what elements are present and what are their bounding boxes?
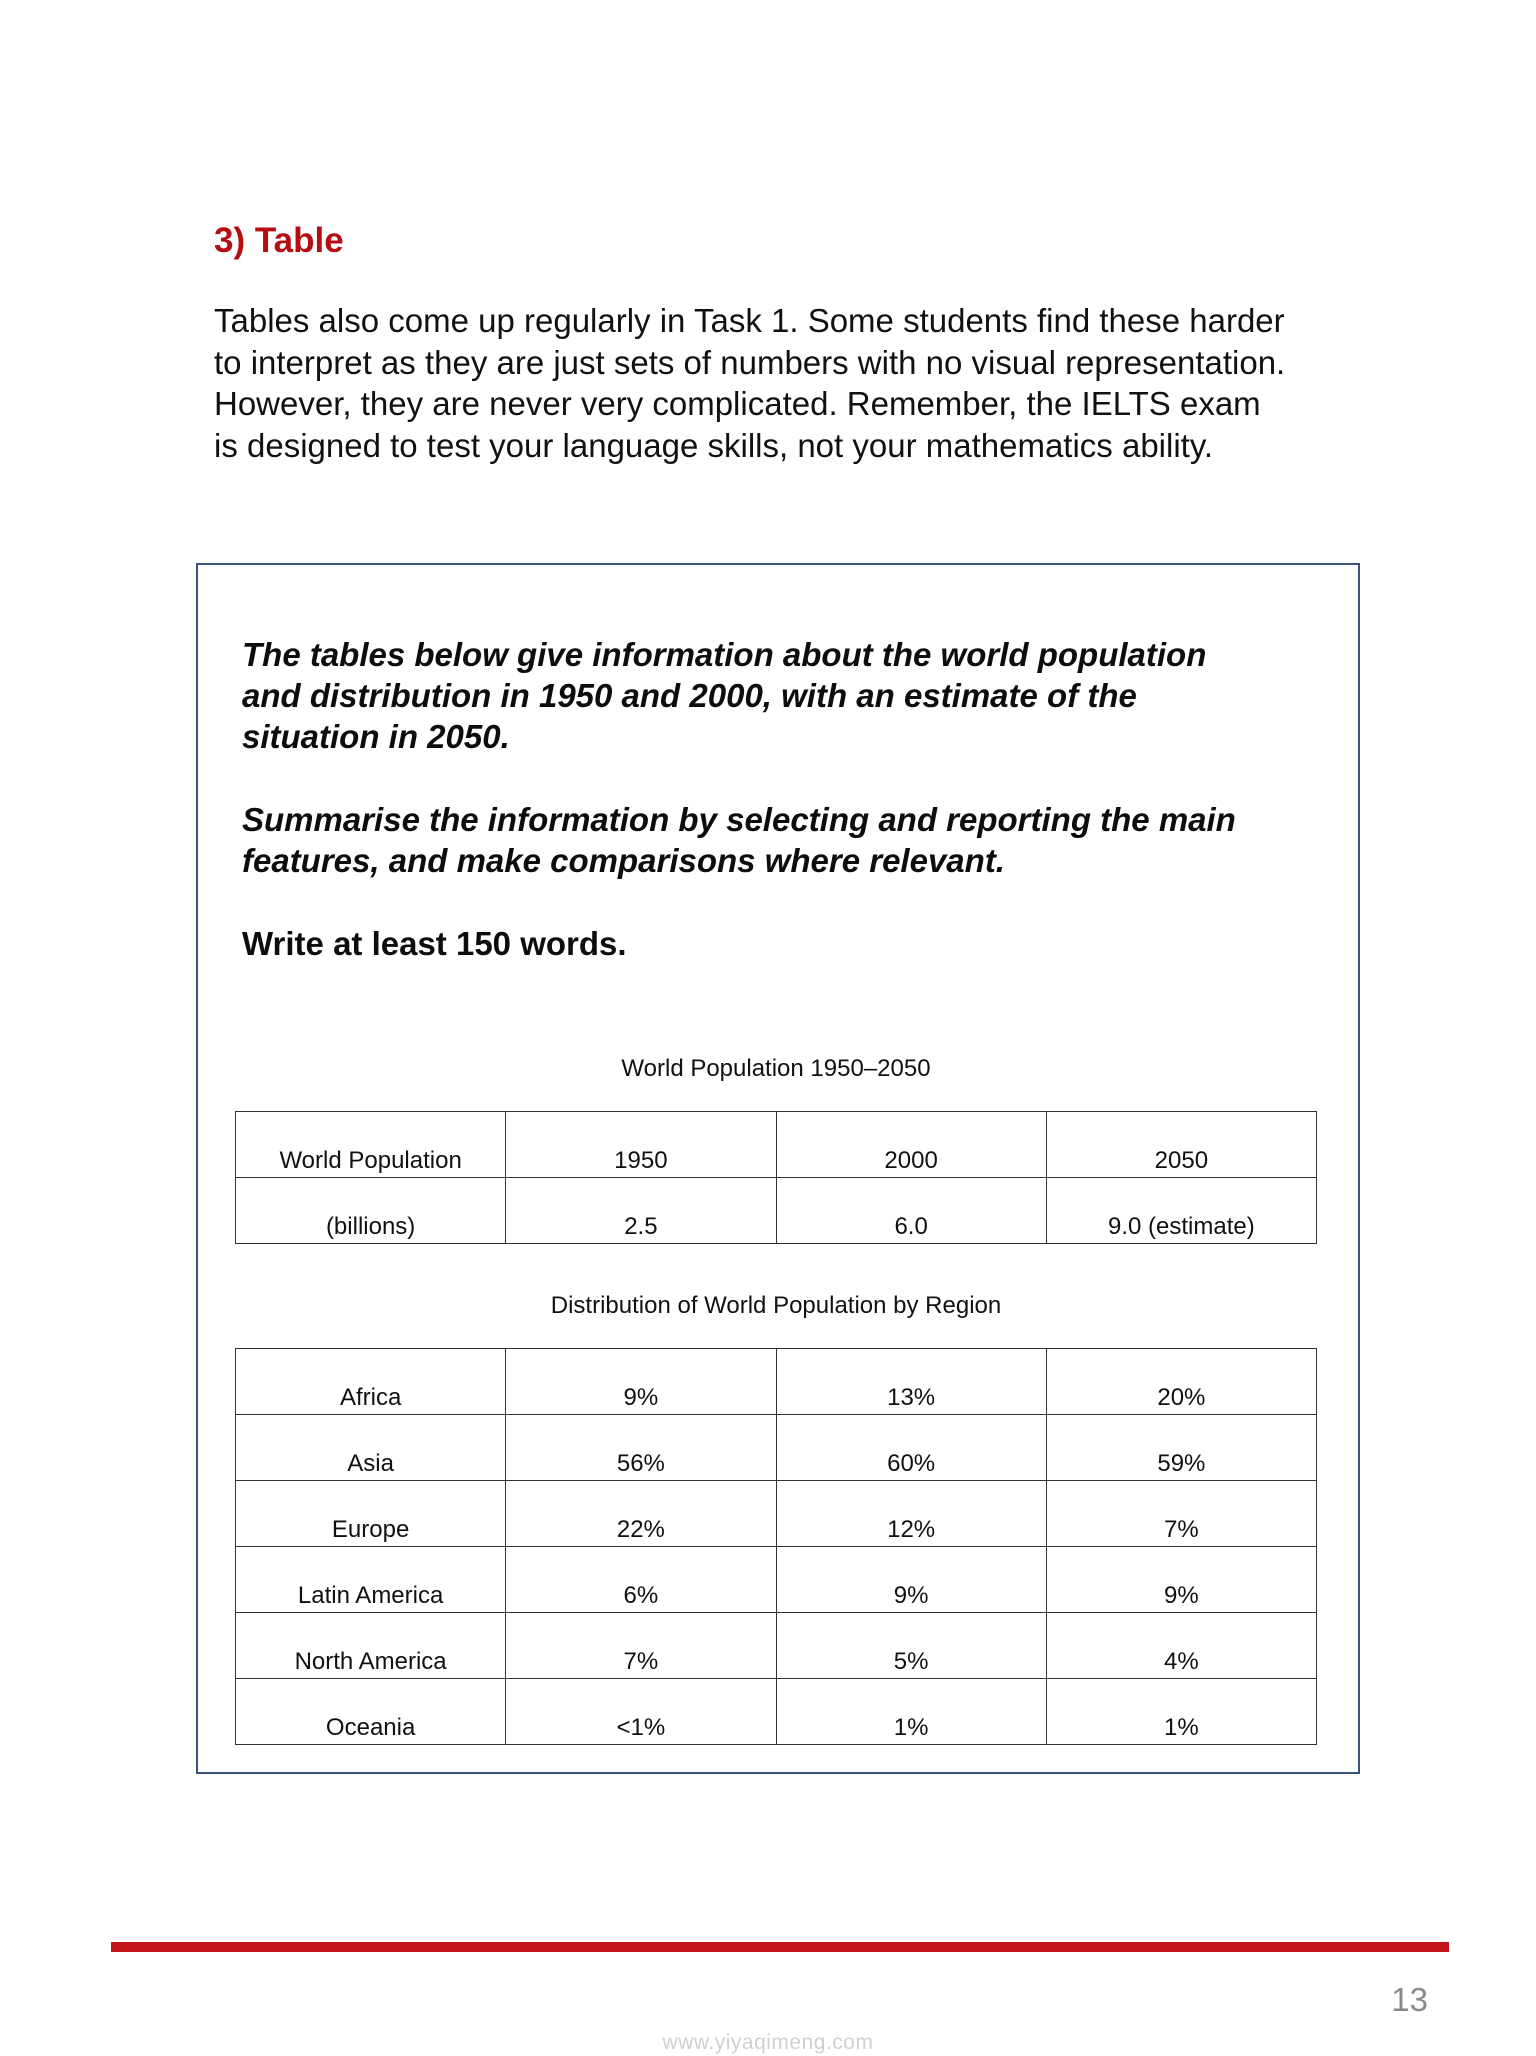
page-number: 13 <box>1391 1981 1428 2018</box>
table-cell: (billions) <box>236 1178 506 1244</box>
region-cell: Africa <box>236 1349 506 1415</box>
section-heading: 3) Table <box>214 221 344 260</box>
table-cell: 1% <box>1046 1679 1316 1745</box>
table-cell: 9.0 (estimate) <box>1046 1178 1316 1244</box>
table-cell: 4% <box>1046 1613 1316 1679</box>
table-cell: 7% <box>506 1613 776 1679</box>
table-cell: 2000 <box>776 1112 1046 1178</box>
table-row <box>236 1547 1317 1613</box>
table-cell: <1% <box>506 1679 776 1745</box>
table-cell: 6.0 <box>776 1178 1046 1244</box>
intro-line: However, they are never very complicated. Remember, the IELTS exam <box>214 385 1261 422</box>
table-cell: 2.5 <box>506 1178 776 1244</box>
intro-paragraph <box>214 300 1354 466</box>
population-table-title: World Population 1950–2050 <box>621 1055 931 1082</box>
region-cell: North America <box>236 1613 506 1679</box>
region-cell: Europe <box>236 1481 506 1547</box>
table-cell: 13% <box>776 1349 1046 1415</box>
table-cell: 20% <box>1046 1349 1316 1415</box>
task-instruction-line: Summarise the information by selecting and reporting the main <box>242 801 1236 838</box>
table-cell: 56% <box>506 1415 776 1481</box>
task-prompt <box>242 634 1302 757</box>
distribution-table <box>235 1348 1317 1745</box>
table-row <box>236 1481 1317 1547</box>
region-cell: Asia <box>236 1415 506 1481</box>
intro-line: Tables also come up regularly in Task 1. Some students find these harder <box>214 302 1285 339</box>
word-requirement: Write at least 150 words. <box>242 925 627 962</box>
region-cell: Latin America <box>236 1547 506 1613</box>
region-cell: Oceania <box>236 1679 506 1745</box>
table-cell: 9% <box>1046 1547 1316 1613</box>
table-cell: 60% <box>776 1415 1046 1481</box>
footer-rule <box>111 1942 1449 1952</box>
table-cell: 6% <box>506 1547 776 1613</box>
table-cell: 22% <box>506 1481 776 1547</box>
distribution-table-title: Distribution of World Population by Region <box>550 1292 1002 1319</box>
task-prompt-line: situation in 2050. <box>242 718 510 755</box>
table-row <box>236 1178 1317 1244</box>
watermark: www.yiyaqimeng.com <box>662 2031 874 2054</box>
table-row <box>236 1349 1317 1415</box>
task-instruction <box>242 799 1302 881</box>
table-cell: 9% <box>506 1349 776 1415</box>
task-prompt-line: and distribution in 1950 and 2000, with an estimate of the <box>242 677 1137 714</box>
table-cell: 9% <box>776 1547 1046 1613</box>
table-cell: 59% <box>1046 1415 1316 1481</box>
task-prompt-line: The tables below give information about the world population <box>242 636 1207 673</box>
table-cell: 7% <box>1046 1481 1316 1547</box>
table-cell: 5% <box>776 1613 1046 1679</box>
table-cell: 12% <box>776 1481 1046 1547</box>
table-row <box>236 1679 1317 1745</box>
population-table <box>235 1111 1317 1244</box>
intro-line: to interpret as they are just sets of numbers with no visual representation. <box>214 343 1286 381</box>
task-instruction-line: features, and make comparisons where relevant. <box>242 842 1005 879</box>
table-cell: World Population <box>236 1112 506 1178</box>
table-cell: 1950 <box>506 1112 776 1178</box>
table-cell: 1% <box>776 1679 1046 1745</box>
table-row <box>236 1613 1317 1679</box>
table-cell: 2050 <box>1046 1112 1316 1178</box>
table-row <box>236 1112 1317 1178</box>
intro-line: is designed to test your language skills, not your mathematics ability. <box>214 426 1214 464</box>
table-row <box>236 1415 1317 1481</box>
